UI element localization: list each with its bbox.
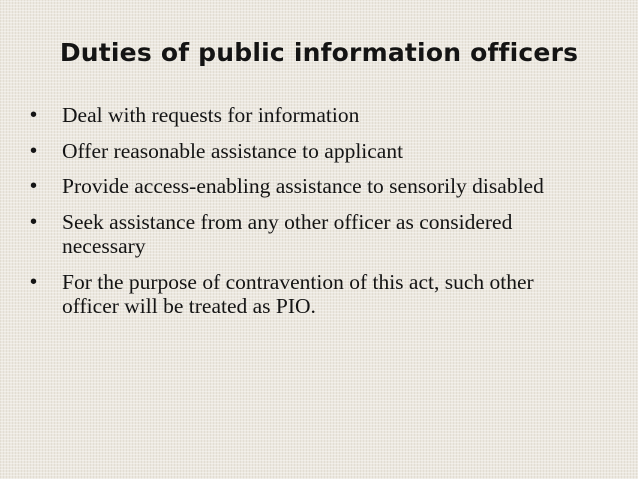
bullet-text: Deal with requests for information — [62, 103, 360, 127]
list-item — [30, 210, 590, 259]
bullet-icon: • — [30, 139, 38, 162]
bullet-text: Provide access-enabling assistance to sensorily disabled — [62, 174, 544, 198]
list-item — [30, 270, 590, 319]
bullet-text: For the purpose of contravention of this act, such other officer will be treated as PIO. — [62, 269, 534, 318]
list-item — [30, 174, 590, 199]
list-item — [30, 103, 590, 128]
slide-title: Duties of public information officers — [59, 38, 579, 67]
bullet-icon: • — [30, 210, 38, 233]
bullet-list — [30, 103, 590, 330]
bullet-icon: • — [30, 104, 38, 126]
bullet-icon: • — [30, 175, 38, 197]
bullet-text: Seek assistance from any other officer as considered necessary — [62, 209, 513, 258]
list-item — [30, 139, 590, 164]
bullet-text: Offer reasonable assistance to applicant — [62, 138, 404, 163]
bullet-icon: • — [30, 270, 38, 293]
